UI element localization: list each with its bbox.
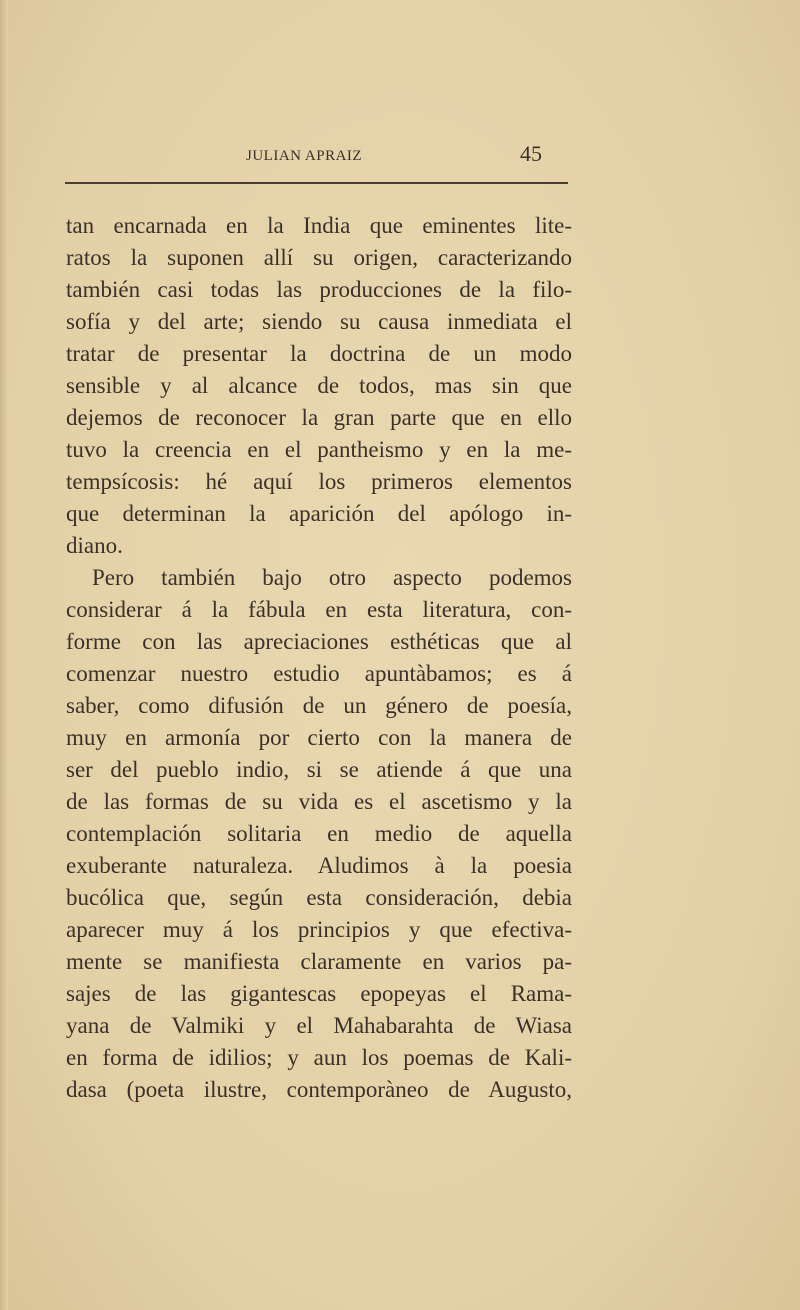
text-line: dasa (poeta ilustre, contemporàneo de Augusto,: [66, 1077, 572, 1102]
text-line: en forma de idilios; y aun los poemas de Kali-: [66, 1045, 572, 1070]
body-text: [66, 210, 572, 1106]
text-line: tan encarnada en la India que eminentes lite-: [66, 213, 572, 238]
text-line: Pero también bajo otro aspecto podemos: [92, 565, 572, 590]
text-line: mente se manifiesta claramente en varios pa-: [66, 949, 572, 974]
running-head: JULIAN APRAIZ: [246, 148, 363, 164]
text-line: ser del pueblo indio, si se atiende á que una: [66, 757, 572, 782]
text-line: considerar á la fábula en esta literatura, con-: [66, 597, 572, 622]
text-line: bucólica que, según esta consideración, debia: [66, 885, 572, 910]
text-line: diano.: [66, 533, 123, 558]
text-line: forme con las apreciaciones esthéticas que al: [66, 629, 572, 654]
text-line: comenzar nuestro estudio apuntàbamos; es á: [66, 661, 572, 686]
header-rule: [65, 182, 568, 184]
text-line: tempsícosis: hé aquí los primeros elementos: [66, 469, 572, 494]
paragraph-2: [66, 562, 572, 1106]
text-line: ratos la suponen allí su origen, caracterizando: [66, 245, 572, 270]
text-line: contemplación solitaria en medio de aquella: [66, 821, 572, 846]
text-line: muy en armonía por cierto con la manera de: [66, 725, 572, 750]
text-line: exuberante naturaleza. Aludimos à la poesia: [66, 853, 572, 878]
text-line: aparecer muy á los principios y que efectiva-: [66, 917, 572, 942]
page-number: 45: [520, 141, 542, 166]
text-line: tuvo la creencia en el pantheismo y en la me-: [66, 437, 572, 462]
text-line: que determinan la aparición del apólogo in-: [66, 501, 572, 526]
text-line: tratar de presentar la doctrina de un modo: [66, 341, 572, 366]
paragraph-1: [66, 210, 572, 562]
text-line: dejemos de reconocer la gran parte que en ello: [66, 405, 572, 430]
text-line: sajes de las gigantescas epopeyas el Rama-: [66, 981, 572, 1006]
text-line: sensible y al alcance de todos, mas sin que: [66, 373, 572, 398]
text-line: saber, como difusión de un género de poesía,: [66, 693, 572, 718]
text-line: yana de Valmiki y el Mahabarahta de Wiasa: [66, 1013, 572, 1038]
text-line: también casi todas las producciones de la filo-: [66, 277, 572, 302]
page-edge: [0, 0, 8, 1310]
text-line: sofía y del arte; siendo su causa inmediata el: [66, 309, 572, 334]
text-line: de las formas de su vida es el ascetismo y la: [66, 789, 572, 814]
